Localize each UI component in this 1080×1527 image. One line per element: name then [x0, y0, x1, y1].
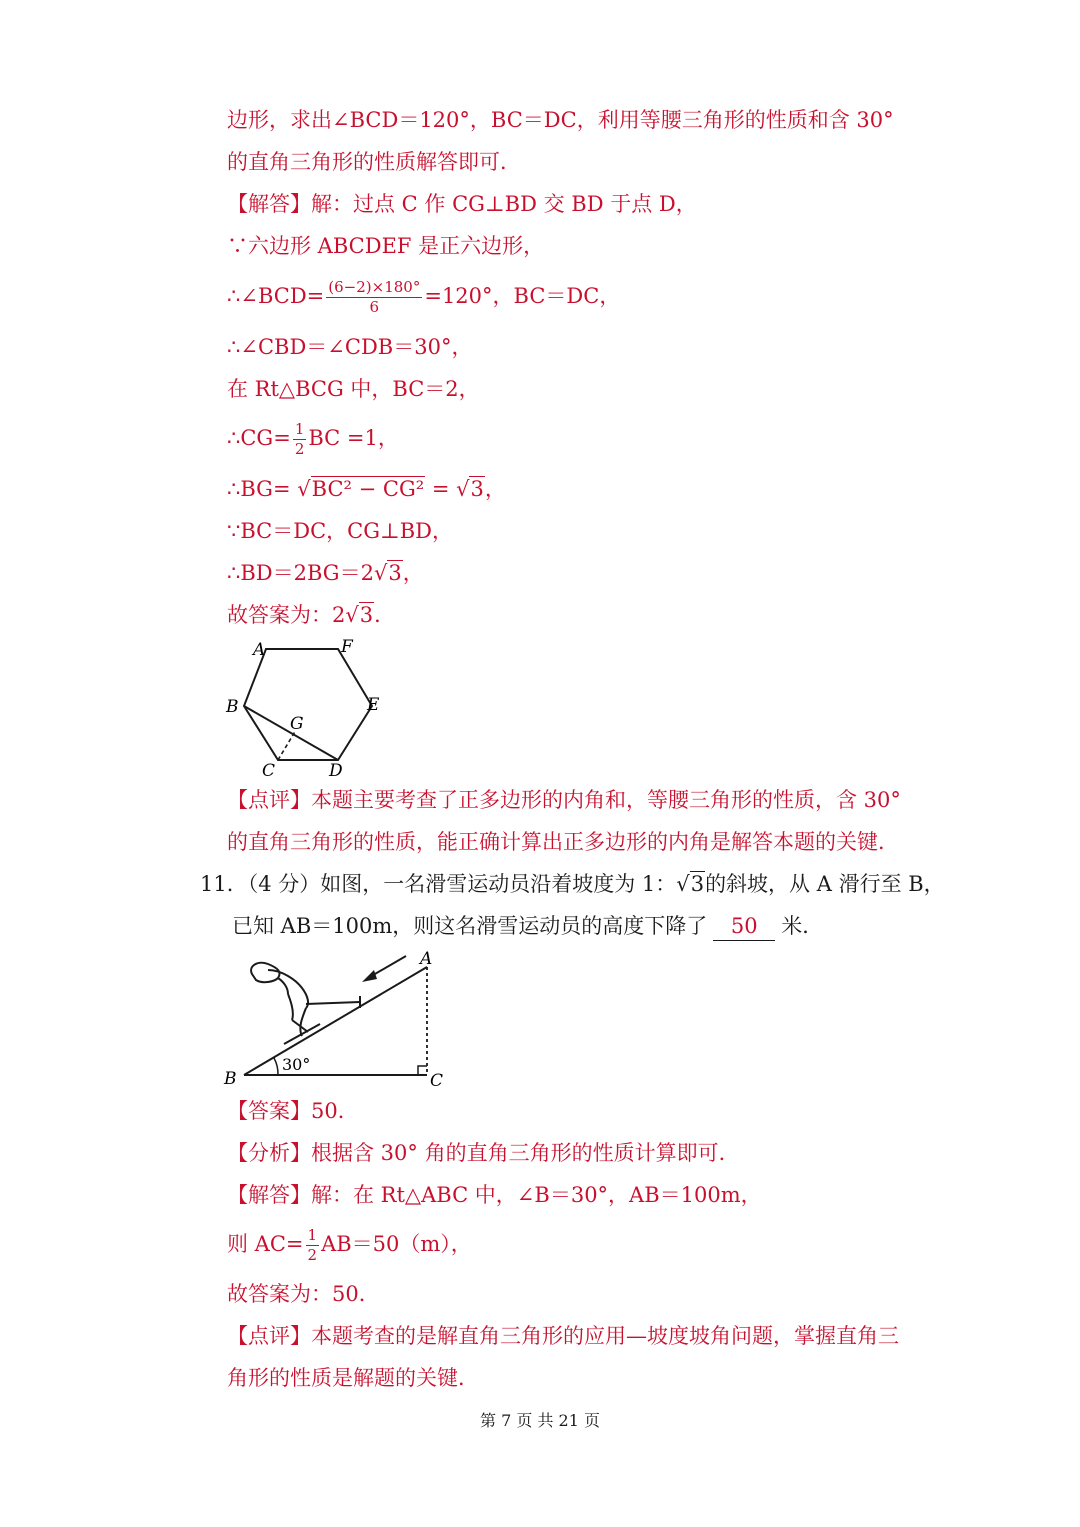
comment-line-2: 的直角三角形的性质，能正确计算出正多边形的内角是解答本题的关键．	[227, 830, 899, 854]
solution-line-cg: ∴CG= $\frac{1}{2}$ BC =1，	[227, 420, 399, 458]
slope-label-A: A	[420, 949, 433, 969]
skier-icon	[251, 963, 360, 1044]
label-D: D	[329, 761, 343, 781]
solution-line-bd: ∴BD＝2BG＝2√3，	[227, 561, 424, 585]
label-C: C	[262, 761, 276, 781]
answer-line-q10: 故答案为：2√3．	[227, 603, 396, 627]
label-G: G	[290, 714, 304, 734]
fraction-half-ab: $\frac{1}{2}$	[307, 1226, 318, 1264]
question-11-line-2: 已知 AB＝100m，则这名滑雪运动员的高度下降了 50 米．	[232, 912, 823, 941]
label-A: A	[253, 640, 266, 660]
comment-line-1: 【点评】本题主要考查了正多边形的内角和，等腰三角形的性质，含 30°	[227, 788, 901, 812]
solution-q11-line-1: 【解答】解：在 Rt△ABC 中，∠B＝30°，AB＝100m，	[227, 1183, 762, 1207]
solution-line-rt-bcg: 在 Rt△BCG 中，BC＝2，	[227, 377, 480, 401]
page-footer: 第 7 页 共 21 页	[480, 1411, 600, 1430]
answer-final-q11: 故答案为：50．	[227, 1282, 380, 1306]
ski-slope-figure	[222, 948, 452, 1090]
label-F: F	[341, 637, 353, 657]
solution-q11-line-2: 则 AC= $\frac{1}{2}$ AB＝50（m），	[227, 1226, 472, 1264]
slope-label-C: C	[430, 1071, 444, 1090]
solution-tag: 【解答】	[227, 192, 311, 216]
analysis-line-2: 的直角三角形的性质解答即可．	[227, 150, 521, 174]
slope-label-B: B	[224, 1069, 237, 1089]
solution-line-1: 【解答】解：过点 C 作 CG⊥BD 交 BD 于点 D，	[227, 192, 697, 216]
solution-line-bc-dc: ∵BC＝DC，CG⊥BD，	[227, 519, 454, 543]
comment-q11-line-2: 角形的性质是解题的关键．	[227, 1366, 479, 1390]
fraction-half: $\frac{1}{2}$	[294, 420, 305, 458]
hexagon-figure	[222, 636, 392, 781]
solution-line-bcd-formula: ∴∠BCD= $\frac{(6-2)\times 180^\circ}{6}$ =120°，BC＝DC，	[227, 278, 621, 316]
fraction: $\frac{(6-2)\times 180^\circ}{6}$	[328, 278, 421, 316]
answer-blank: 50	[713, 912, 775, 941]
analysis-line: 【分析】根据含 30° 角的直角三角形的性质计算即可．	[227, 1141, 740, 1165]
comment-tag: 【点评】	[227, 788, 311, 812]
label-E: E	[367, 695, 380, 715]
solution-line-2: ∵六边形 ABCDEF 是正六边形，	[227, 234, 545, 258]
analysis-continued-line: 边形，求出∠BCD＝120°，BC＝DC，利用等腰三角形的性质和含 30°	[227, 108, 894, 132]
comment-q11-line-1: 【点评】本题考查的是解直角三角形的应用—坡度坡角问题，掌握直角三	[227, 1324, 899, 1348]
solution-line-bg: ∴BG= √BC² − CG² = √3，	[227, 477, 506, 501]
solution-line-angles: ∴∠CBD＝∠CDB＝30°，	[227, 335, 473, 359]
question-11-line-1: 11．（4 分）如图，一名滑雪运动员沿着坡度为 1：√3的斜坡，从 A 滑行至 B，	[200, 872, 945, 896]
angle-label: 30°	[282, 1055, 311, 1074]
answer-line: 【答案】50．	[227, 1099, 359, 1123]
label-B: B	[226, 697, 239, 717]
